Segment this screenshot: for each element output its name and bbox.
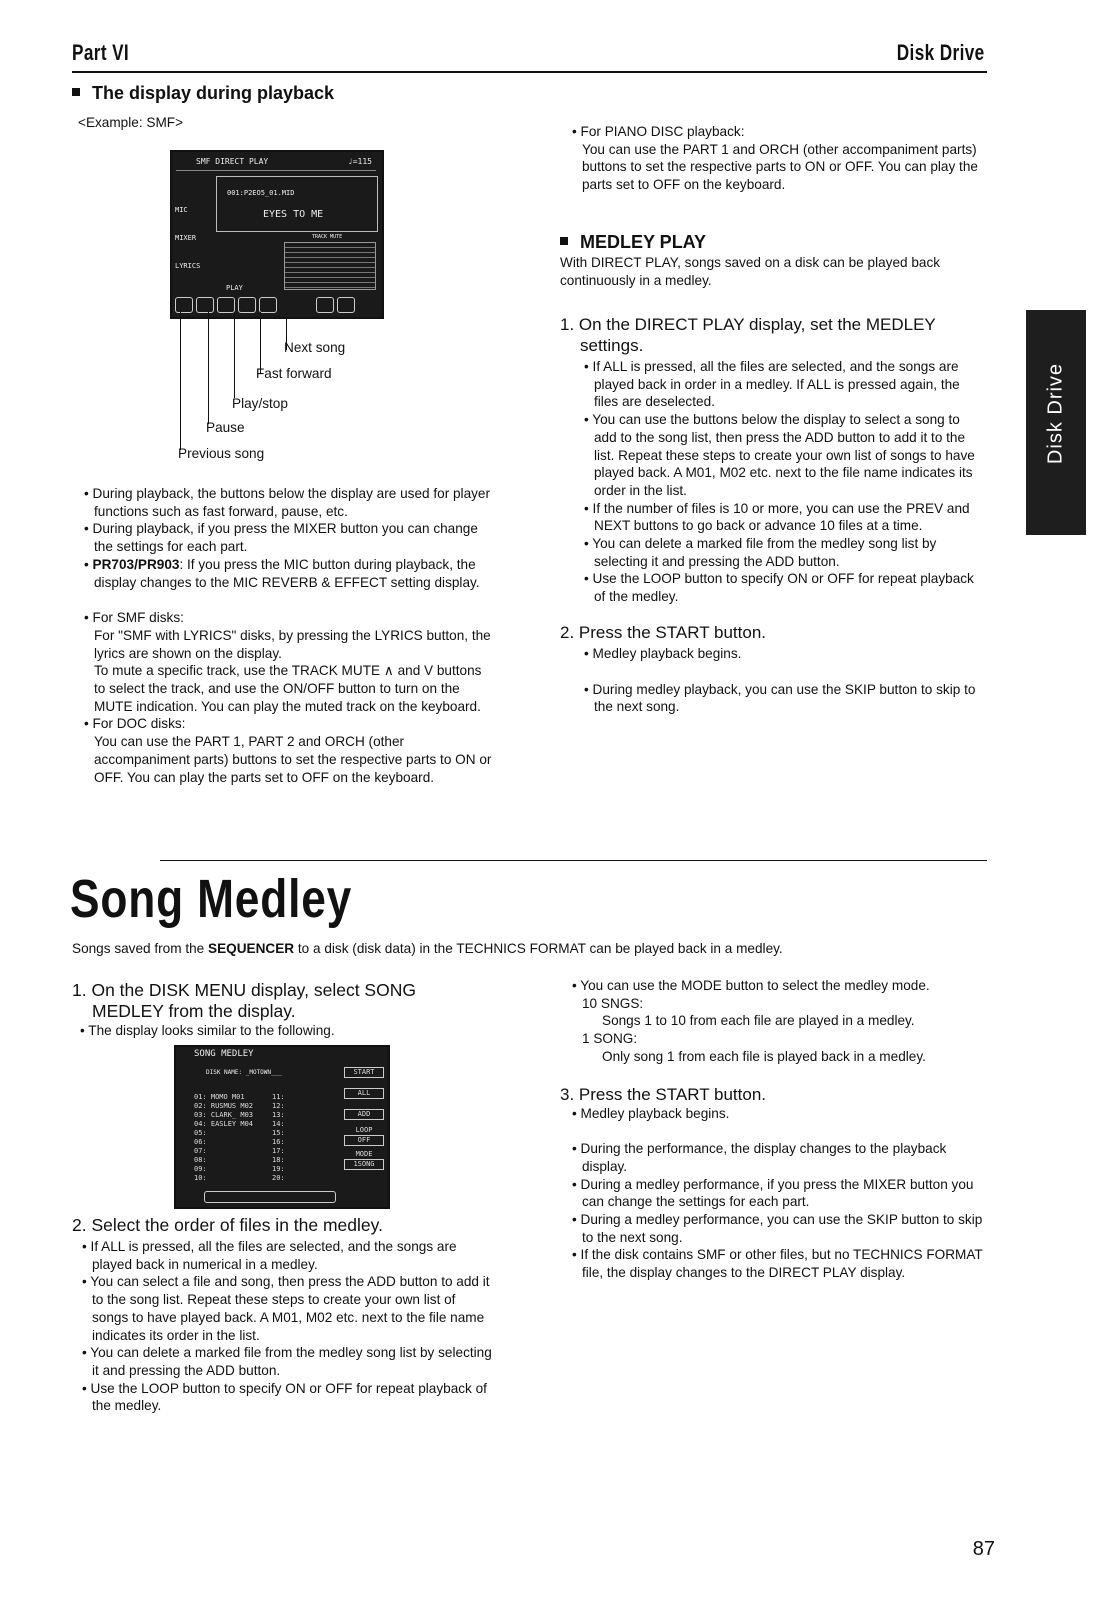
bullet: • Medley playback begins. xyxy=(572,1105,730,1121)
callout-next-song: Next song xyxy=(284,340,346,355)
side-tab xyxy=(1026,310,1086,535)
mode-button[interactable]: 1SONG xyxy=(344,1159,384,1170)
bullet: • During playback, the buttons below the display are used for player functions such as fast forward, pause, etc. xyxy=(84,486,491,519)
lcd-song: EYES TO ME xyxy=(263,209,324,220)
list-item[interactable]: 02: RUSMUS M02 xyxy=(194,1102,254,1110)
bullet: • For DOC disks: xyxy=(84,716,186,732)
bullet: • Medley playback begins. xyxy=(584,645,742,661)
callout-line-play xyxy=(234,312,235,398)
list-item[interactable]: 13: xyxy=(272,1111,285,1119)
lcd2-list-right xyxy=(272,1093,332,1183)
bullet: • Use the LOOP button to specify ON or OFF for repeat playback of the medley. xyxy=(82,1380,487,1414)
all-button[interactable]: ALL xyxy=(344,1088,384,1099)
bullet: • During medley playback, you can use the SKIP button to skip to the next song. xyxy=(584,681,976,715)
bullet: • You can select a file and song, then press the ADD button to add it to the song list. Repeat these steps to create your own list of songs to have played back. A M01, M02 etc. next to the file name indicates its order in the list. xyxy=(82,1274,490,1343)
start-button[interactable]: START xyxy=(344,1067,384,1078)
bullet: • During a medley performance, you can use the SKIP button to skip to the next song. xyxy=(572,1212,983,1245)
callout-pause: Pause xyxy=(206,420,245,435)
bullet: • PR703/PR903: If you press the MIC button during playback, the display changes to the MIC REVERB & EFFECT setting display. xyxy=(84,556,480,590)
square-bullet-icon xyxy=(560,237,568,245)
bullet: • For PIANO DISC playback: xyxy=(572,124,745,139)
section-title-medley: MEDLEY PLAY xyxy=(560,232,706,253)
callout-line-prev xyxy=(180,312,181,450)
lcd2-buttons xyxy=(344,1067,384,1170)
loop-off-button[interactable]: OFF xyxy=(344,1135,384,1146)
list-item[interactable]: 07: xyxy=(194,1147,207,1155)
medley-intro: With DIRECT PLAY, songs saved on a disk can be played back continuously in a medley. xyxy=(560,255,941,288)
next-song-button[interactable] xyxy=(259,297,277,313)
bullet: • If ALL is pressed, all the files are selected, and the songs are played back in numerical in a medley. xyxy=(82,1239,457,1272)
sm-step-3: 3. Press the START button. xyxy=(560,1084,766,1104)
list-item[interactable]: 05: xyxy=(194,1129,207,1137)
song-medley-intro: Songs saved from the SEQUENCER to a disk (disk data) in the TECHNICS FORMAT can be played back in a medley. xyxy=(72,941,783,956)
side-tab-label: Disk Drive xyxy=(1044,362,1067,465)
medley-intro-block xyxy=(560,254,984,289)
lcd-title: SMF DIRECT PLAY xyxy=(196,157,269,166)
bullet: • The display looks similar to the following. xyxy=(80,1023,335,1038)
play-stop-button[interactable] xyxy=(217,297,235,313)
lcd-side-lyrics[interactable]: LYRICS xyxy=(175,262,201,270)
callout-previous-song: Previous song xyxy=(178,446,265,461)
list-item[interactable]: 16: xyxy=(272,1138,285,1146)
piano-body: You can use the PART 1 and ORCH (other accompaniment parts) buttons to set the respective parts to ON or OFF. You can play the parts set to OFF on the keyboard. xyxy=(582,141,978,193)
lcd2-title: SONG MEDLEY xyxy=(194,1049,254,1059)
lcd-title-bar xyxy=(176,156,376,171)
header-rule xyxy=(72,71,987,73)
lcd2-list-left xyxy=(194,1093,268,1183)
bullet: • You can delete a marked file from the medley song list by selecting it and pressing the ADD button. xyxy=(82,1345,492,1378)
lcd-play: PLAY xyxy=(226,284,243,292)
step-1: 1. On the DIRECT PLAY display, set the MEDLEY settings. xyxy=(560,315,936,355)
list-item[interactable]: 19: xyxy=(272,1165,285,1173)
callout-play-stop: Play/stop xyxy=(232,396,288,411)
callout-line-pause xyxy=(208,312,209,424)
list-item[interactable]: 03: CLARK_ M03 xyxy=(194,1111,254,1119)
bullet: • If ALL is pressed, all the files are selected, and the songs are played back in order in a medley. If ALL is pressed again, the files are deselected. xyxy=(584,359,960,410)
lcd-track-grid xyxy=(284,242,376,290)
step-2: 2. Press the START button. xyxy=(560,622,766,642)
mode-1: 10 SNGS: xyxy=(582,995,644,1011)
sm-step-1: 1. On the DISK MENU display, select SONG MEDLEY from the display. xyxy=(72,980,416,1021)
lcd2-nav-slider[interactable] xyxy=(204,1191,336,1203)
song-medley-step2 xyxy=(72,1215,492,1415)
list-item[interactable]: 09: xyxy=(194,1165,207,1173)
lcd-track-mute: TRACK MUTE xyxy=(312,234,343,240)
lcd-direct-play xyxy=(170,150,384,319)
song-medley-title: Song Medley xyxy=(70,869,353,929)
bullet: • Use the LOOP button to specify ON or OFF for repeat playback of the medley. xyxy=(584,571,974,605)
list-item[interactable]: 04: EASLEY M04 xyxy=(194,1120,254,1128)
list-item[interactable]: 11: xyxy=(272,1093,285,1101)
mode-2-desc: Only song 1 from each file is played back in a medley. xyxy=(602,1048,926,1064)
add-button[interactable]: ADD xyxy=(344,1109,384,1120)
list-item[interactable]: 12: xyxy=(272,1102,285,1110)
bullet: • During a medley performance, if you press the MIXER button you can change the settings for each part. xyxy=(572,1176,974,1210)
bullet: • You can delete a marked file from the medley song list by selecting it and pressing the ADD button. xyxy=(584,536,937,569)
smf-body: For "SMF with LYRICS" disks, by pressing the LYRICS button, the lyrics are shown on the display. xyxy=(94,627,491,661)
fast-forward-button[interactable] xyxy=(238,297,256,313)
pause-button[interactable] xyxy=(196,297,214,313)
bullet: • You can use the MODE button to select the medley mode. xyxy=(572,978,930,993)
bullet: • For SMF disks: xyxy=(84,610,184,626)
list-item[interactable]: 17: xyxy=(272,1147,285,1155)
right-column-top xyxy=(570,123,982,194)
list-item[interactable]: 10: xyxy=(194,1174,207,1182)
smf-body-2: To mute a specific track, use the TRACK MUTE ∧ and V buttons to select the track, and use the ON/OFF button to turn on the MUTE indication. You can play the muted track on the keyboard. xyxy=(94,663,482,714)
medley-steps xyxy=(560,314,984,716)
callout-fast-forward: Fast forward xyxy=(256,366,332,381)
lcd-button-row xyxy=(175,297,379,317)
list-item[interactable]: 08: xyxy=(194,1156,207,1164)
song-medley-step1 xyxy=(72,980,492,1040)
list-item[interactable]: 15: xyxy=(272,1129,285,1137)
bullet: • During playback, if you press the MIXER button you can change the settings for each part. xyxy=(84,521,478,555)
bullet: • During the performance, the display changes to the playback display. xyxy=(572,1141,947,1174)
lcd2-disk-name: DISK NAME: _MOTOWN___ xyxy=(206,1069,282,1076)
bullet: • You can use the buttons below the display to select a song to add to the song list, then press the ADD button to add it to the list. Repeat these steps to create your own list of songs to have played back. A M01, M02 etc. next to the file name indicates its order in the list. xyxy=(584,412,975,498)
callout-line-ff xyxy=(260,312,261,374)
example-label: <Example: SMF> xyxy=(78,115,184,130)
lcd-song-box xyxy=(216,176,378,232)
section-title-display: The display during playback xyxy=(72,83,334,104)
lcd-extra-button[interactable] xyxy=(316,297,334,313)
lcd-side-mic[interactable]: MIC xyxy=(175,206,188,214)
doc-body: You can use the PART 1, PART 2 and ORCH (other accompaniment parts) buttons to set the respective parts to ON or OFF. You can play the parts set to OFF on the keyboard. xyxy=(94,734,492,785)
lcd-side-mixer[interactable]: MIXER xyxy=(175,234,197,242)
mode-2: 1 SONG: xyxy=(582,1031,638,1047)
list-item[interactable]: 18: xyxy=(272,1156,285,1164)
previous-song-button[interactable] xyxy=(175,297,193,313)
list-item[interactable]: 14: xyxy=(272,1120,285,1128)
list-item[interactable]: 01: MOMO M01 xyxy=(194,1093,245,1101)
list-item[interactable]: 06: xyxy=(194,1138,207,1146)
lcd-song-medley xyxy=(174,1045,390,1209)
display-bullets xyxy=(82,485,492,786)
sm-step-2: 2. Select the order of files in the medley. xyxy=(72,1215,383,1235)
page-number: 87 xyxy=(972,1538,995,1560)
bullet: • If the disk contains SMF or other files, but no TECHNICS FORMAT file, the display changes to the DIRECT PLAY display. xyxy=(572,1247,983,1281)
square-bullet-icon xyxy=(72,88,80,96)
lcd-tempo: ♩=115 xyxy=(347,157,372,166)
lcd-extra-button-2[interactable] xyxy=(337,297,355,313)
header-section: Disk Drive xyxy=(897,40,985,65)
section-divider xyxy=(160,860,987,861)
song-medley-right xyxy=(560,977,984,1282)
list-item[interactable]: 20: xyxy=(272,1174,285,1182)
mode-1-desc: Songs 1 to 10 from each file are played in a medley. xyxy=(602,1013,915,1029)
loop-label: LOOP xyxy=(355,1126,373,1134)
bullet: • If the number of files is 10 or more, you can use the PREV and NEXT buttons to go back or advance 10 files at a time. xyxy=(584,500,970,534)
lcd-file: 001:P2EO5_01.MID xyxy=(227,189,295,197)
header-part: Part VI xyxy=(72,40,130,65)
mode-label: MODE xyxy=(355,1150,373,1158)
